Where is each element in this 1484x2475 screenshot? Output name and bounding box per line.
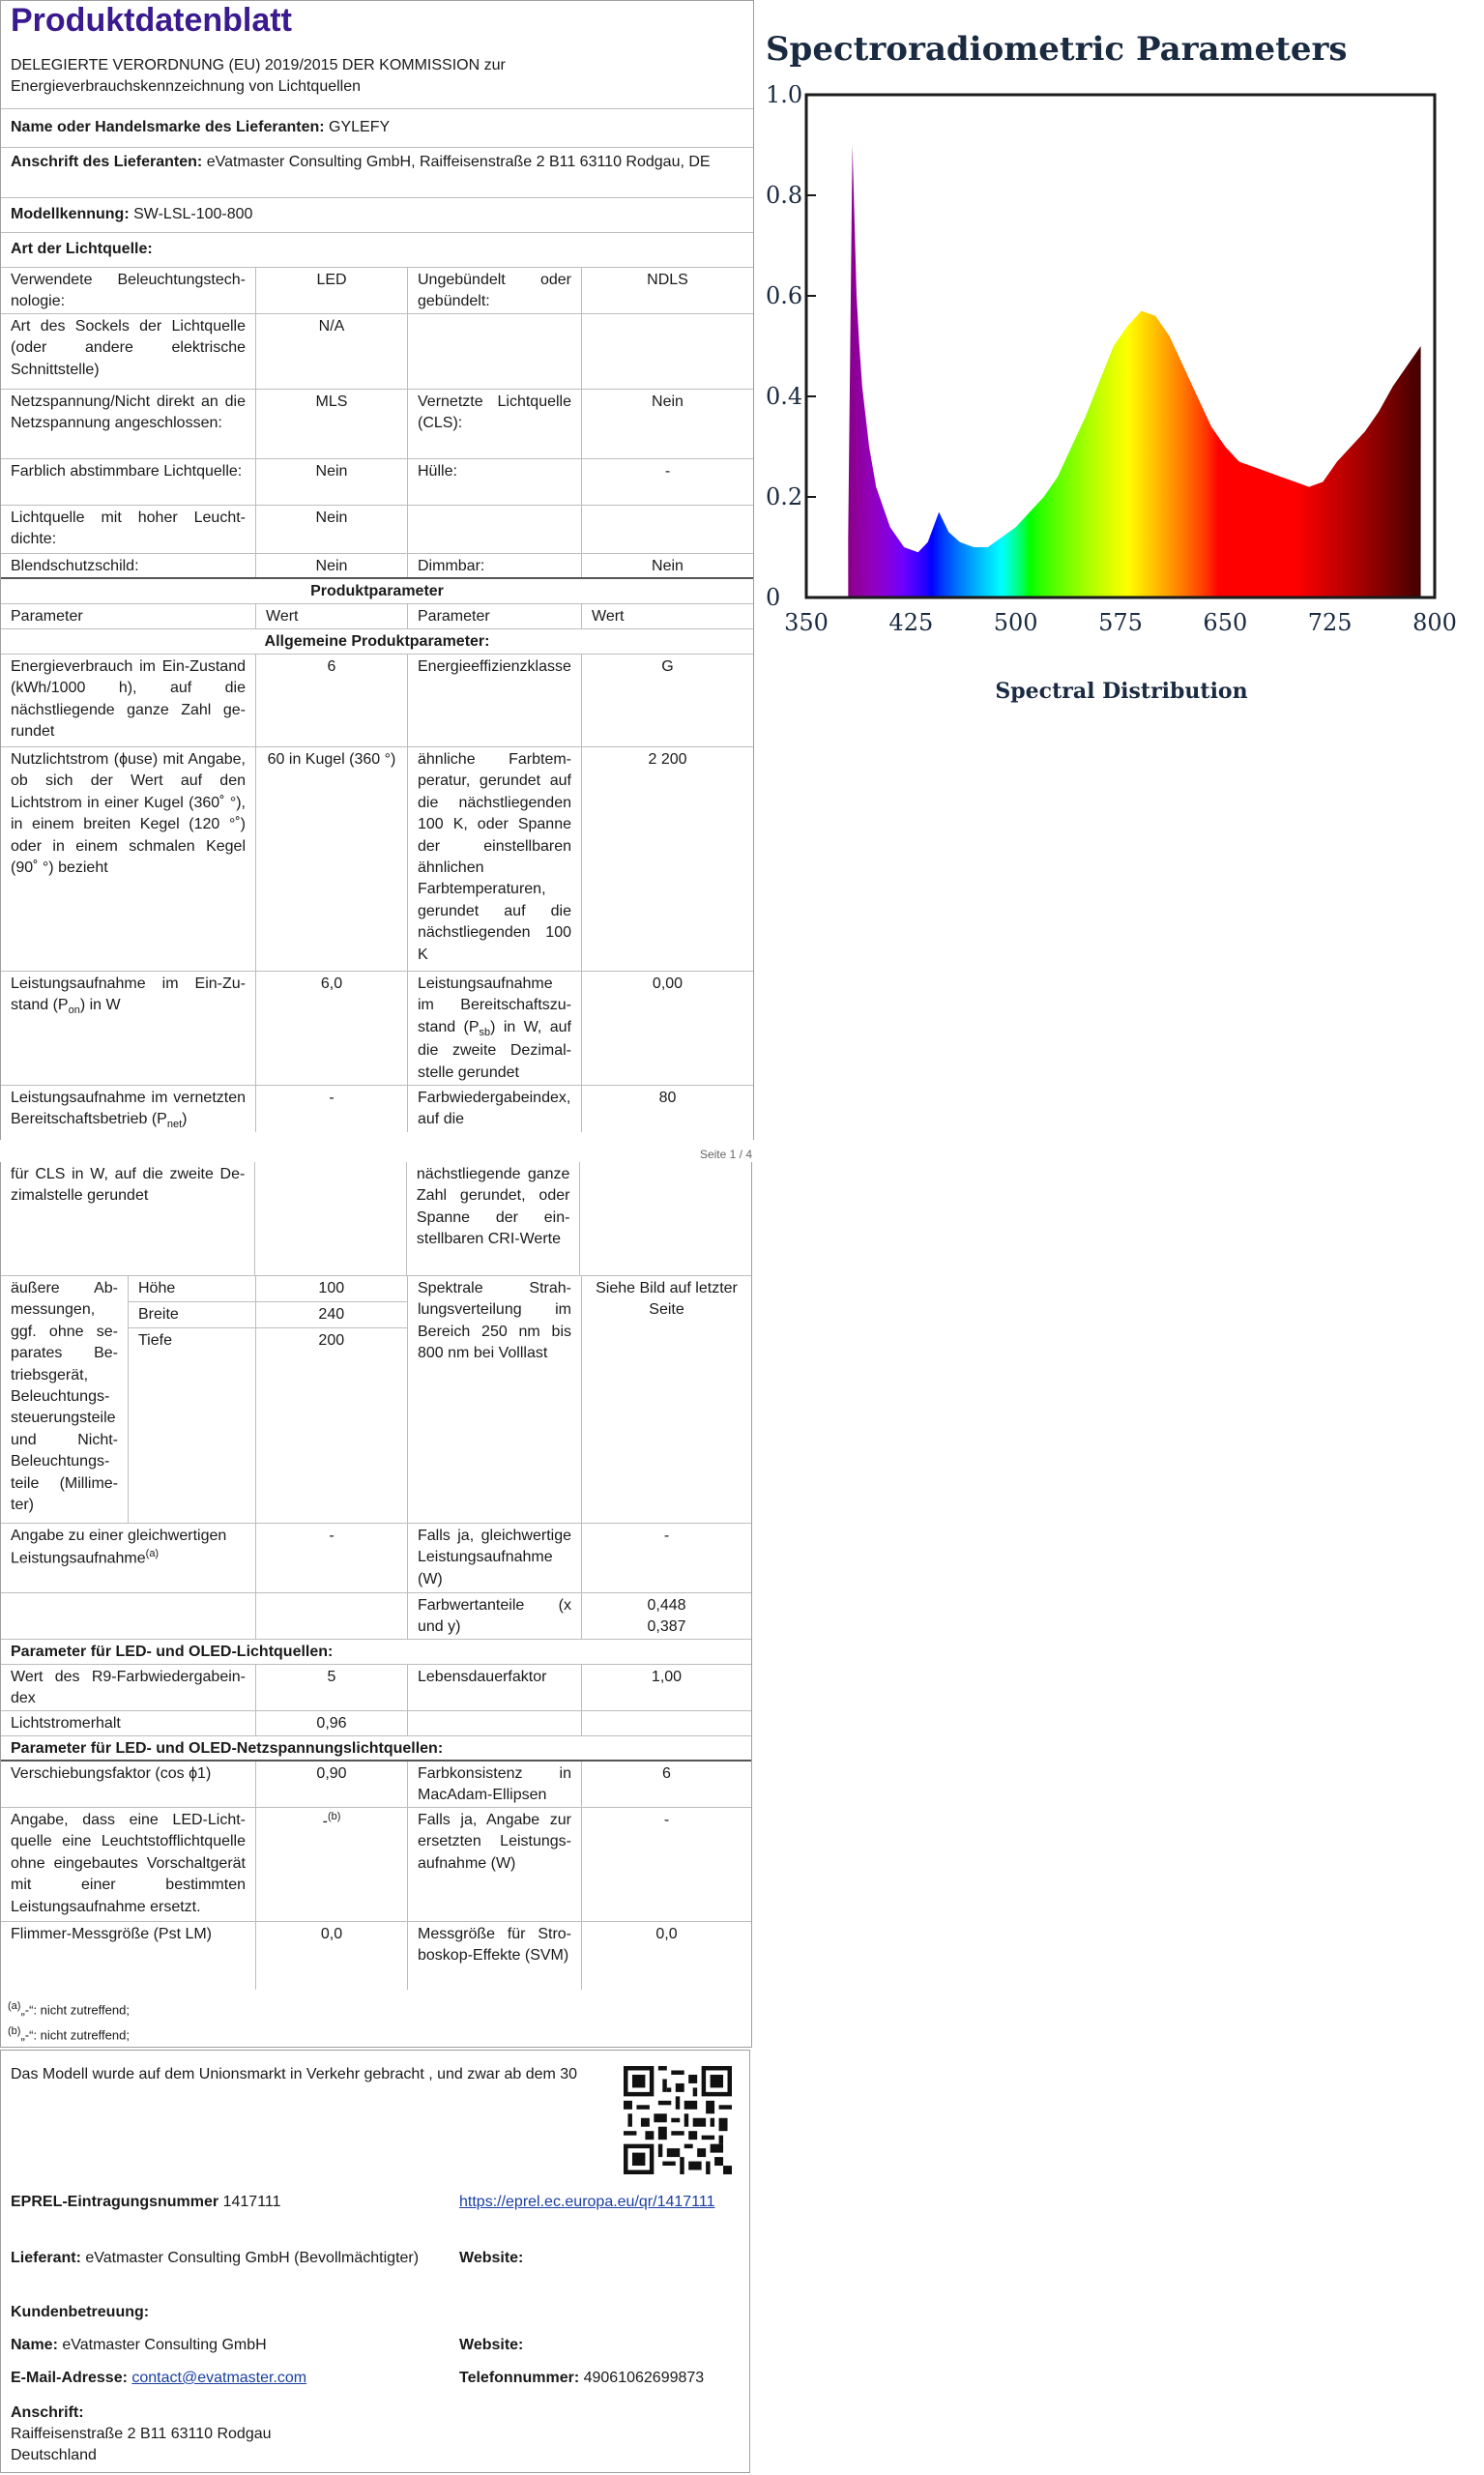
equiv-value: - [256, 1524, 408, 1592]
supplier-contact-value: eVatmaster Consulting GmbH (Bevollmächtigter) [85, 2250, 420, 2266]
title-block [1, 1, 753, 49]
param-row-equiv [1, 1524, 751, 1593]
flicker-value: 0,0 [256, 1922, 408, 1990]
footnote-a-text: „-“: nicht zutreffend; [20, 2002, 130, 2018]
life-value: 1,00 [651, 1669, 683, 1685]
param-row-flicker [1, 1922, 751, 1990]
type-value-2: NDLS [647, 272, 688, 288]
type-label-1: Netzspannung/Nicht direkt an die Netzspannung angeschlossen: [1, 390, 256, 458]
chroma-value [582, 1593, 751, 1639]
pnet-sub: net [166, 1119, 183, 1131]
cri-cont: nächstliegende ganze Zahl gerundet, oder Spanne der einstellbaren CRI-Werte [407, 1162, 581, 1275]
replace2-value: - [663, 1812, 670, 1828]
maint-value: 0,96 [256, 1711, 408, 1735]
general-heading-row [1, 629, 753, 655]
dim-row-h [129, 1276, 407, 1302]
address-label: Anschrift des Lieferanten: [11, 154, 203, 170]
pon-label-text: Leistungsaufnahme im Ein-Zustand (P [11, 975, 246, 1014]
flicker-label: Flimmer-Messgröße (Pst LM) [1, 1922, 256, 1990]
type-label-1: Verwendete Beleuchtungstechnologie: [1, 268, 256, 313]
spectral-chart [764, 27, 1479, 723]
col-value-2: Wert [592, 608, 625, 625]
spectrum-area [848, 145, 1420, 597]
pon-value: 6,0 [256, 972, 408, 1085]
energy-label: Energieverbrauch im Ein-Zustand (kWh/1000 h), auf die nächstliegende ganze Zahl gerundet [1, 655, 256, 746]
y-tick-label: 1.0 [766, 85, 803, 108]
dim-t-label: Tiefe [129, 1328, 256, 1524]
replace-label: Angabe, dass eine LED-Lichtquelle eine Leuchtstofflichtquelle ohne eingebautes Vorschaltgerät mit einer bestimmten Leistungsaufnahme ersetzt. [1, 1808, 256, 1921]
flux-value: 60 in Kugel (360 °) [256, 747, 408, 971]
addr-line1: Raiffeisenstraße 2 B11 63110 Rodgau [11, 2426, 272, 2442]
type-label-1: Blendschutzschild: [1, 554, 256, 577]
param-row-flux [1, 747, 753, 972]
chroma-x: 0,448 [647, 1597, 686, 1614]
type-label-1: Farblich abstimmbare Lichtquelle: [1, 459, 256, 505]
svm-value: 0,0 [655, 1926, 678, 1942]
param-row-energy [1, 655, 753, 747]
spd-value: Siehe Bild auf letzter Seite [596, 1280, 738, 1319]
supplier-contact-cell [11, 2248, 436, 2269]
eclass-label: Energieeffizienzklasse [408, 655, 582, 746]
psb-label-unit: ) in W, auf die zweite Dezimalstelle gerundet [418, 1018, 571, 1081]
model-cell [1, 198, 753, 232]
r9-value: 5 [256, 1665, 408, 1710]
mains-heading-row [1, 1736, 751, 1762]
type-label-2 [408, 506, 582, 553]
cri-label: Farbwiedergabeindex, auf die [408, 1086, 582, 1132]
type-row [1, 506, 753, 554]
chart-area [848, 145, 1420, 597]
chroma-empty-2 [256, 1593, 408, 1639]
email-link[interactable]: contact@evatmaster.com [131, 2370, 307, 2386]
equiv-label [1, 1524, 256, 1592]
eprel-label: EPREL-Eintragungsnummer [11, 2194, 219, 2210]
dim-b-value: 240 [318, 1306, 345, 1323]
dims-label: äußere Abmessungen, ggf. ohne separates Betriebsgerät, Beleuchtungssteuerungsteile und Nicht-Beleuchtungsteile (Millimeter) [1, 1276, 129, 1523]
phone-label: Telefonnummer: [459, 2370, 580, 2386]
model-value: SW-LSL-100-800 [133, 206, 253, 222]
type-value-2 [582, 314, 753, 389]
equiv2-label: Falls ja, gleichwertige Leistungsaufnahme (W) [408, 1524, 582, 1592]
col-param-1: Parameter [1, 604, 256, 628]
params-heading: Produktparameter [310, 583, 444, 599]
r9-label: Wert des R9-Farbwiedergabeindex [1, 1665, 256, 1710]
type-label-2 [408, 314, 582, 389]
type-value-1: N/A [256, 314, 408, 389]
pnet-cont: für CLS in W, auf die zweite Dezimalstelle gerundet [1, 1162, 255, 1275]
type-value-2: Nein [652, 558, 684, 574]
params-heading-row [1, 579, 753, 604]
cri-cont-empty [580, 1162, 751, 1275]
footnote-b-sup: (b) [8, 2025, 21, 2037]
address-row [1, 148, 753, 198]
chart-xlabel: Spectral Distribution [995, 679, 1248, 704]
maint-label: Lichtstromerhalt [1, 1711, 256, 1735]
phone-value: 49061062699873 [583, 2370, 705, 2386]
y-tick-label: 0.2 [766, 483, 803, 510]
email-cell [11, 2368, 306, 2389]
cos-label: Verschiebungsfaktor (cos ϕ1) [1, 1762, 256, 1807]
param-row-chroma [1, 1593, 751, 1640]
cri-value: 80 [658, 1090, 677, 1106]
replace-value-text: - [322, 1813, 328, 1830]
footnote-b-text: „-“: nicht zutreffend; [20, 2027, 130, 2043]
phone-cell [459, 2368, 704, 2389]
website2-label: Website: [459, 2337, 524, 2353]
equiv-label-text: Angabe zu einer gleichwertigen Leistungsaufnahme [11, 1528, 227, 1567]
type-value-1: LED [256, 268, 408, 313]
param-row-pnet [1, 1086, 753, 1132]
x-tick-label: 575 [1098, 609, 1143, 636]
page-title: Produktdatenblatt [11, 2, 292, 39]
dim-row-b [129, 1302, 407, 1328]
replace-value [256, 1808, 408, 1921]
type-value-1: Nein [256, 459, 408, 505]
dim-t-value: 200 [318, 1332, 345, 1349]
psb-sub: sb [479, 1026, 491, 1038]
mains-heading: Parameter für LED- und OLED-Netzspannungslichtquellen: [11, 1740, 444, 1757]
type-row [1, 554, 753, 579]
dims-table [129, 1276, 408, 1523]
spd-label: Spektrale Strahlungsverteilung im Bereich 250 nm bis 800 nm bei Volllast [408, 1276, 582, 1523]
y-tick-label: 0.6 [766, 282, 803, 309]
x-tick-label: 350 [784, 609, 829, 636]
replace-sup: (b) [327, 1811, 341, 1822]
support-heading: Kundenbetreuung: [11, 2304, 150, 2320]
type-row [1, 390, 753, 459]
psb-label-text: Leistungsaufnahme im Bereitschaftszustand (P [418, 975, 571, 1035]
pon-sub: on [68, 1005, 80, 1017]
name-cell [11, 2335, 267, 2356]
model-row [1, 198, 753, 233]
cct-label: ähnliche Farbtemperatur, gerundet auf die nächstliegenden 100 K, oder Spanne der einstellbaren ähnlichen Farbtemperaturen, gerundet auf die nächstliegenden 100 K [408, 747, 582, 971]
dim-h-value: 100 [318, 1280, 345, 1296]
x-tick-label: 500 [993, 609, 1038, 636]
param-row-cos [1, 1762, 751, 1808]
address-value: eVatmaster Consulting GmbH, Raiffeisenstraße 2 B11 63110 Rodgau, DE [206, 154, 711, 170]
regulation-row [1, 49, 753, 109]
eclass-value: G [661, 658, 674, 675]
type-label-2: Vernetzte Lichtquelle (CLS): [408, 390, 582, 458]
supplier-contact-label: Lieferant: [11, 2250, 81, 2266]
param-row-replace [1, 1808, 751, 1922]
flux-label: Nutzlichtstrom (ϕuse) mit Angabe, ob sich der Wert auf den Lichtstrom in einer Kugel (360˚ °), in einem breiten Kegel (120 °˚) oder in einem schmalen Kegel (90˚ °) bezieht [1, 747, 256, 971]
psb-label [408, 972, 582, 1085]
led-heading-row [1, 1640, 751, 1665]
model-label: Modellkennung: [11, 206, 130, 222]
pnet-cont-empty [255, 1162, 407, 1275]
datasheet-part2 [0, 1162, 752, 2048]
chroma-y: 0,387 [647, 1617, 686, 1635]
name-label: Name: [11, 2337, 58, 2353]
eprel-cell [11, 2192, 281, 2213]
address-cell [1, 148, 753, 197]
type-value-1: Nein [256, 554, 408, 577]
macadam-label: Farbkonsistenz in MacAdam-Ellipsen [408, 1762, 582, 1807]
type-heading-row [1, 233, 753, 268]
col-value-1: Wert [256, 604, 408, 628]
addr-label: Anschrift: [11, 2404, 84, 2421]
chart-plot [764, 85, 1479, 694]
maint-empty-2 [582, 1711, 751, 1735]
x-tick-label: 425 [888, 609, 934, 636]
param-row-dimensions [1, 1276, 751, 1524]
y-tick-label: 0 [766, 584, 781, 611]
pnet-value: - [256, 1086, 408, 1132]
maint-empty-1 [408, 1711, 582, 1735]
supplier-value: GYLEFY [329, 119, 391, 135]
svm-label: Messgröße für Stroboskop-Effekte (SVM) [408, 1922, 582, 1990]
type-heading: Art der Lichtquelle: [11, 241, 153, 257]
life-label: Lebensdauerfaktor [408, 1665, 582, 1710]
equiv2-value: - [663, 1528, 670, 1544]
addr-line2: Deutschland [11, 2447, 97, 2463]
general-heading: Allgemeine Produktparameter: [264, 633, 490, 650]
supplier-row [1, 109, 753, 148]
type-label-1: Lichtquelle mit hoher Leuchtdichte: [1, 506, 256, 553]
x-tick-label: 800 [1412, 609, 1457, 636]
pnet-label-end: ) [182, 1111, 188, 1128]
pnet-label [1, 1086, 256, 1132]
equiv-sup: (a) [145, 1548, 160, 1560]
type-row [1, 459, 753, 506]
datasheet-part1 [0, 0, 754, 1140]
y-tick-label: 0.4 [766, 383, 803, 410]
led-heading: Parameter für LED- und OLED-Lichtquellen: [11, 1644, 334, 1660]
param-row-r9 [1, 1665, 751, 1711]
dim-row-t [129, 1328, 407, 1524]
eprel-value: 1417111 [222, 2194, 281, 2210]
name-value: eVatmaster Consulting GmbH [62, 2337, 267, 2353]
pon-label [1, 972, 256, 1085]
cos-value: 0,90 [256, 1762, 408, 1807]
eprel-link[interactable]: https://eprel.ec.europa.eu/qr/1417111 [459, 2194, 715, 2210]
supplier-label: Name oder Handelsmarke des Lieferanten: [11, 119, 325, 135]
cct-value: 2 200 [648, 751, 687, 768]
supplier-cell [1, 109, 753, 147]
pon-label-unit: ) in W [79, 997, 121, 1014]
type-value-2 [582, 506, 753, 553]
params-col-header [1, 604, 753, 629]
type-label-2: Ungebündelt oder gebündelt: [408, 268, 582, 313]
replace2-label: Falls ja, Angabe zur ersetzten Leistungsaufnahme (W) [408, 1808, 582, 1921]
pnet-label-text: Leistungsaufnahme im vernetzten Bereitschaftsbetrieb (P [11, 1090, 246, 1128]
type-value-1: MLS [256, 390, 408, 458]
macadam-value: 6 [662, 1765, 671, 1782]
y-tick-label: 0.8 [766, 182, 803, 209]
chroma-label: Farbwertanteile (x und y) [408, 1593, 582, 1639]
x-tick-label: 650 [1203, 609, 1248, 636]
type-value-1: Nein [256, 506, 408, 553]
footnote-a [8, 1999, 130, 2020]
type-value-2: - [664, 463, 671, 480]
chroma-empty-1 [1, 1593, 256, 1639]
psb-value: 0,00 [652, 975, 684, 992]
type-row [1, 268, 753, 314]
x-tick-label: 725 [1307, 609, 1353, 636]
param-row-maint [1, 1711, 751, 1736]
qr-code-icon [624, 2066, 732, 2174]
footnote-b [8, 2024, 130, 2045]
chart-title: Spectroradiometric Parameters [766, 30, 1348, 69]
type-label-2: Dimmbar: [408, 554, 582, 577]
type-label-1: Art des Sockels der Lichtquelle (oder andere elektrische Schnittstelle) [1, 314, 256, 389]
param-row-power [1, 972, 753, 1086]
type-label-2: Hülle: [408, 459, 582, 505]
market-box [0, 2050, 750, 2473]
type-row [1, 314, 753, 390]
energy-value: 6 [256, 655, 408, 746]
dim-b-label: Breite [129, 1302, 256, 1327]
market-text: Das Modell wurde auf dem Unionsmarkt in Verkehr gebracht , und zwar ab dem 30 [11, 2066, 578, 2082]
dim-h-label: Höhe [129, 1276, 256, 1301]
email-label: E-Mail-Adresse: [11, 2370, 128, 2386]
footnote-a-sup: (a) [8, 2000, 21, 2012]
page-marker: Seite 1 / 4 [699, 1148, 752, 1161]
regulation-text: DELEGIERTE VERORDNUNG (EU) 2019/2015 DER KOMMISSION zur Energieverbrauchskennzeichnung von Lichtquellen [11, 57, 506, 96]
website-label: Website: [459, 2250, 524, 2266]
type-value-2: Nein [652, 393, 684, 410]
col-param-2: Parameter [408, 604, 582, 628]
param-row-pnet-cont [1, 1162, 751, 1276]
